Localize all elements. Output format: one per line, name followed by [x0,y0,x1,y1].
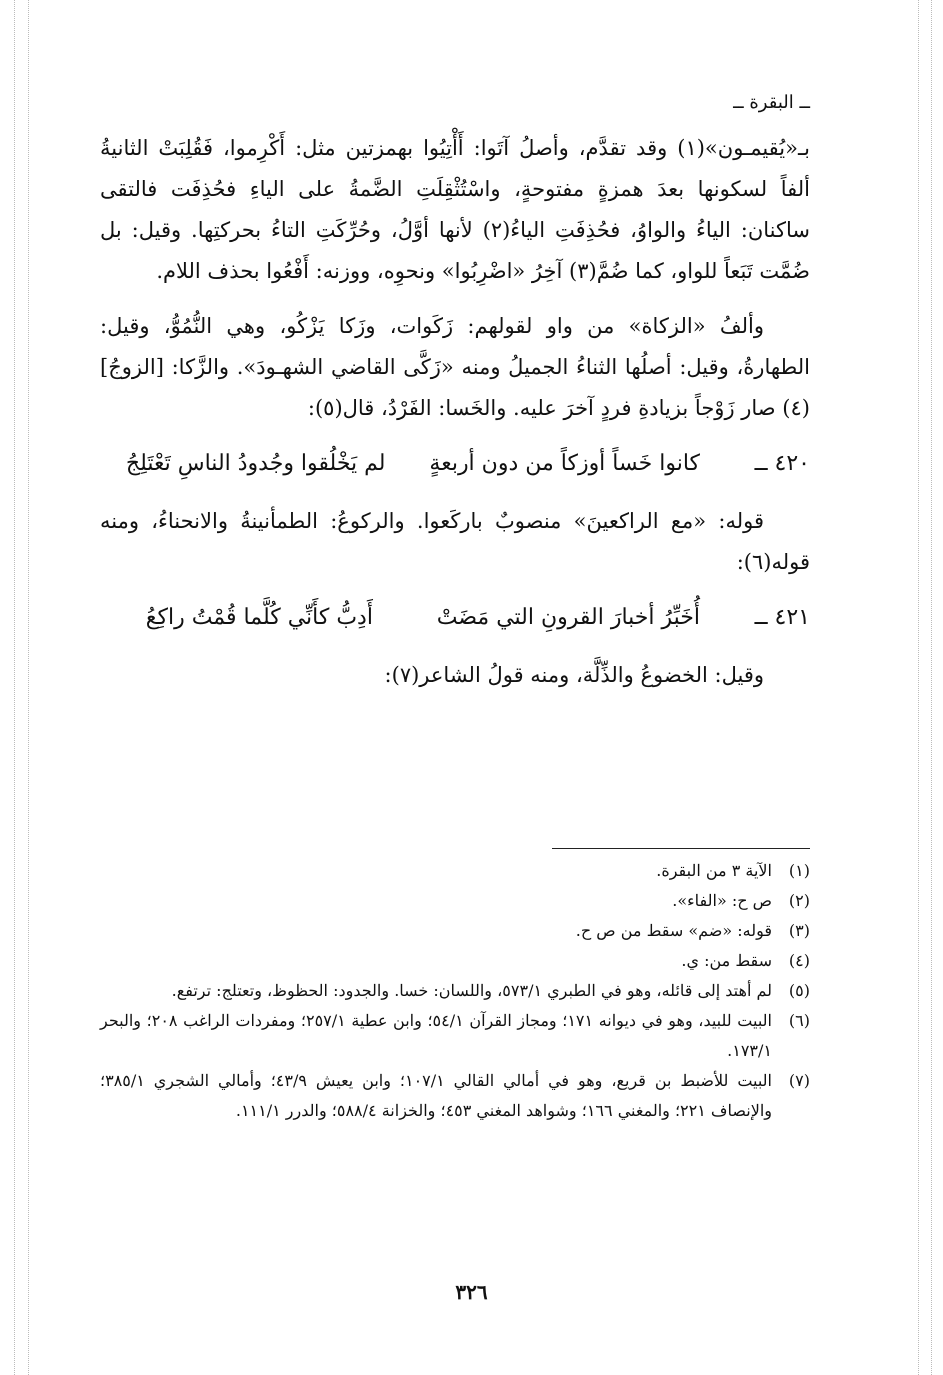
footnote-text: الآية ٣ من البقرة. [656,861,772,880]
footnote-number: (٣) [788,921,810,940]
footnote-text: البيت للأضبط بن قريع، وهو في أمالي القالي ١٠٧/١؛ وابن يعيش ٤٣/٩؛ وأمالي الشجري ٣٨٥/١؛ والإنصاف ٢٢١؛ والمغني ١٦٦؛ وشواهد المغني ٤٥٣؛ والخزانة ٥٨٨/٤؛ والدرر ١١١/١. [100,1071,773,1120]
footnote-number: (١) [788,861,810,880]
footnote-separator [552,848,810,849]
scan-edge-dots [931,0,932,1375]
verse-number: ٤٢٠ ــ [754,451,810,476]
footnote-text: البيت للبيد، وهو في ديوانه ١٧١؛ ومجاز القرآن ٥٤/١؛ وابن عطية ٢٥٧/١؛ ومفردات الراغب ٢٠٨؛ والبحر ١٧٣/١. [100,1011,772,1060]
verse-first-hemistich: أُخَبِّرُ أخبارَ القرونِ التي مَضَتْ [436,605,700,630]
scan-edge-dots [14,0,15,1375]
verse-second-hemistich: لم يَخْلُقوا وجُدودُ الناسِ تَعْتَلِجُ [125,451,386,476]
main-text [100,128,810,710]
footnote [100,886,810,916]
footnote-text: سقط من: ي. [681,951,772,970]
footnotes [100,856,810,1126]
paragraph: بـ«يُقيمـون»(١) وقد تقدَّم، وأصلُ آتَوا: أَأْتِيُوا بهمزتين مثل: أَكْرِموا، فَقُلِبَتْ الثانيةُ ألفاً لسكونها بعدَ همزةٍ مفتوحةٍ، واسْتُثْقِلَتِ الضَّمةُ على الياءِ فحُذِفَت فالتقى ساكنان: الياءُ والواوُ، فحُذِفَتِ الياءُ(٢) لأنها أوَّلُ، وحُرِّكَتِ التاءُ بحركتِها. وقيل: بل ضُمَّت تَبَعاً للواو، كما ضُمَّ(٣) آخِرُ «اضْرِبُوا» ونحوِه، ووزنه: أَفْعُوا بحذف اللام. [100,136,810,283]
footnote-number: (٢) [788,891,810,910]
footnote [100,976,810,1006]
footnote [100,946,810,976]
footnote-number: (٥) [788,981,810,1000]
footnote-text: ص ح: «الفاء». [672,891,772,910]
paragraph: قوله: «مع الراكعينَ» منصوبٌ باركَعوا. والركوعُ: الطمأنينةُ والانحناءُ، ومنه قوله(٦): [100,509,810,574]
scan-edge-dots [28,0,29,1375]
verse-second-hemistich: أَدِبُّ كأَنِّي كُلَّما قُمْتُ راكِعُ [145,605,373,630]
footnote [100,916,810,946]
verse-first-hemistich: كانوا خَساً أوزكاً من دون أربعةٍ [429,451,700,476]
footnote-text: قوله: «ضم» سقط من ص ح. [575,921,772,940]
page-number: ٣٢٦ [455,1280,488,1304]
poetry-verse [100,597,810,639]
verse-number: ٤٢١ ــ [754,605,810,630]
footnote [100,1066,810,1126]
scan-edge-dots [918,0,919,1375]
footnote [100,856,810,886]
footnote-number: (٧) [788,1071,810,1090]
paragraph: وقيل: الخضوعُ والذِّلَّة، ومنه قولُ الشاعر(٧): [384,663,764,687]
footnote-number: (٦) [788,1011,810,1030]
poetry-verse [100,443,810,485]
paragraph: وألفُ «الزكاة» من واو لقولهم: زَكَوات، وزَكا يَزْكُو، وهي النُّمُوُّ، وقيل: الطهارةُ، وقيل: أصلُها الثناءُ الجميلُ ومنه «زَكَّى القاضي الشهـودَ». والزَّكا: [الزوجُ](٤) صار زَوْجاً بزيادةِ فردٍ آخرَ عليه. والخَسا: الفَرْدُ، قال(٥): [100,314,810,420]
footnote-text: لم أهتد إلى قائله، وهو في الطبري ٥٧٣/١، واللسان: خسا. والجدود: الحظوظ، وتعتلج: ترتفع. [171,981,772,1000]
running-header: ــ البقرة ــ [733,92,810,113]
footnote-number: (٤) [788,951,810,970]
footnote [100,1006,810,1066]
